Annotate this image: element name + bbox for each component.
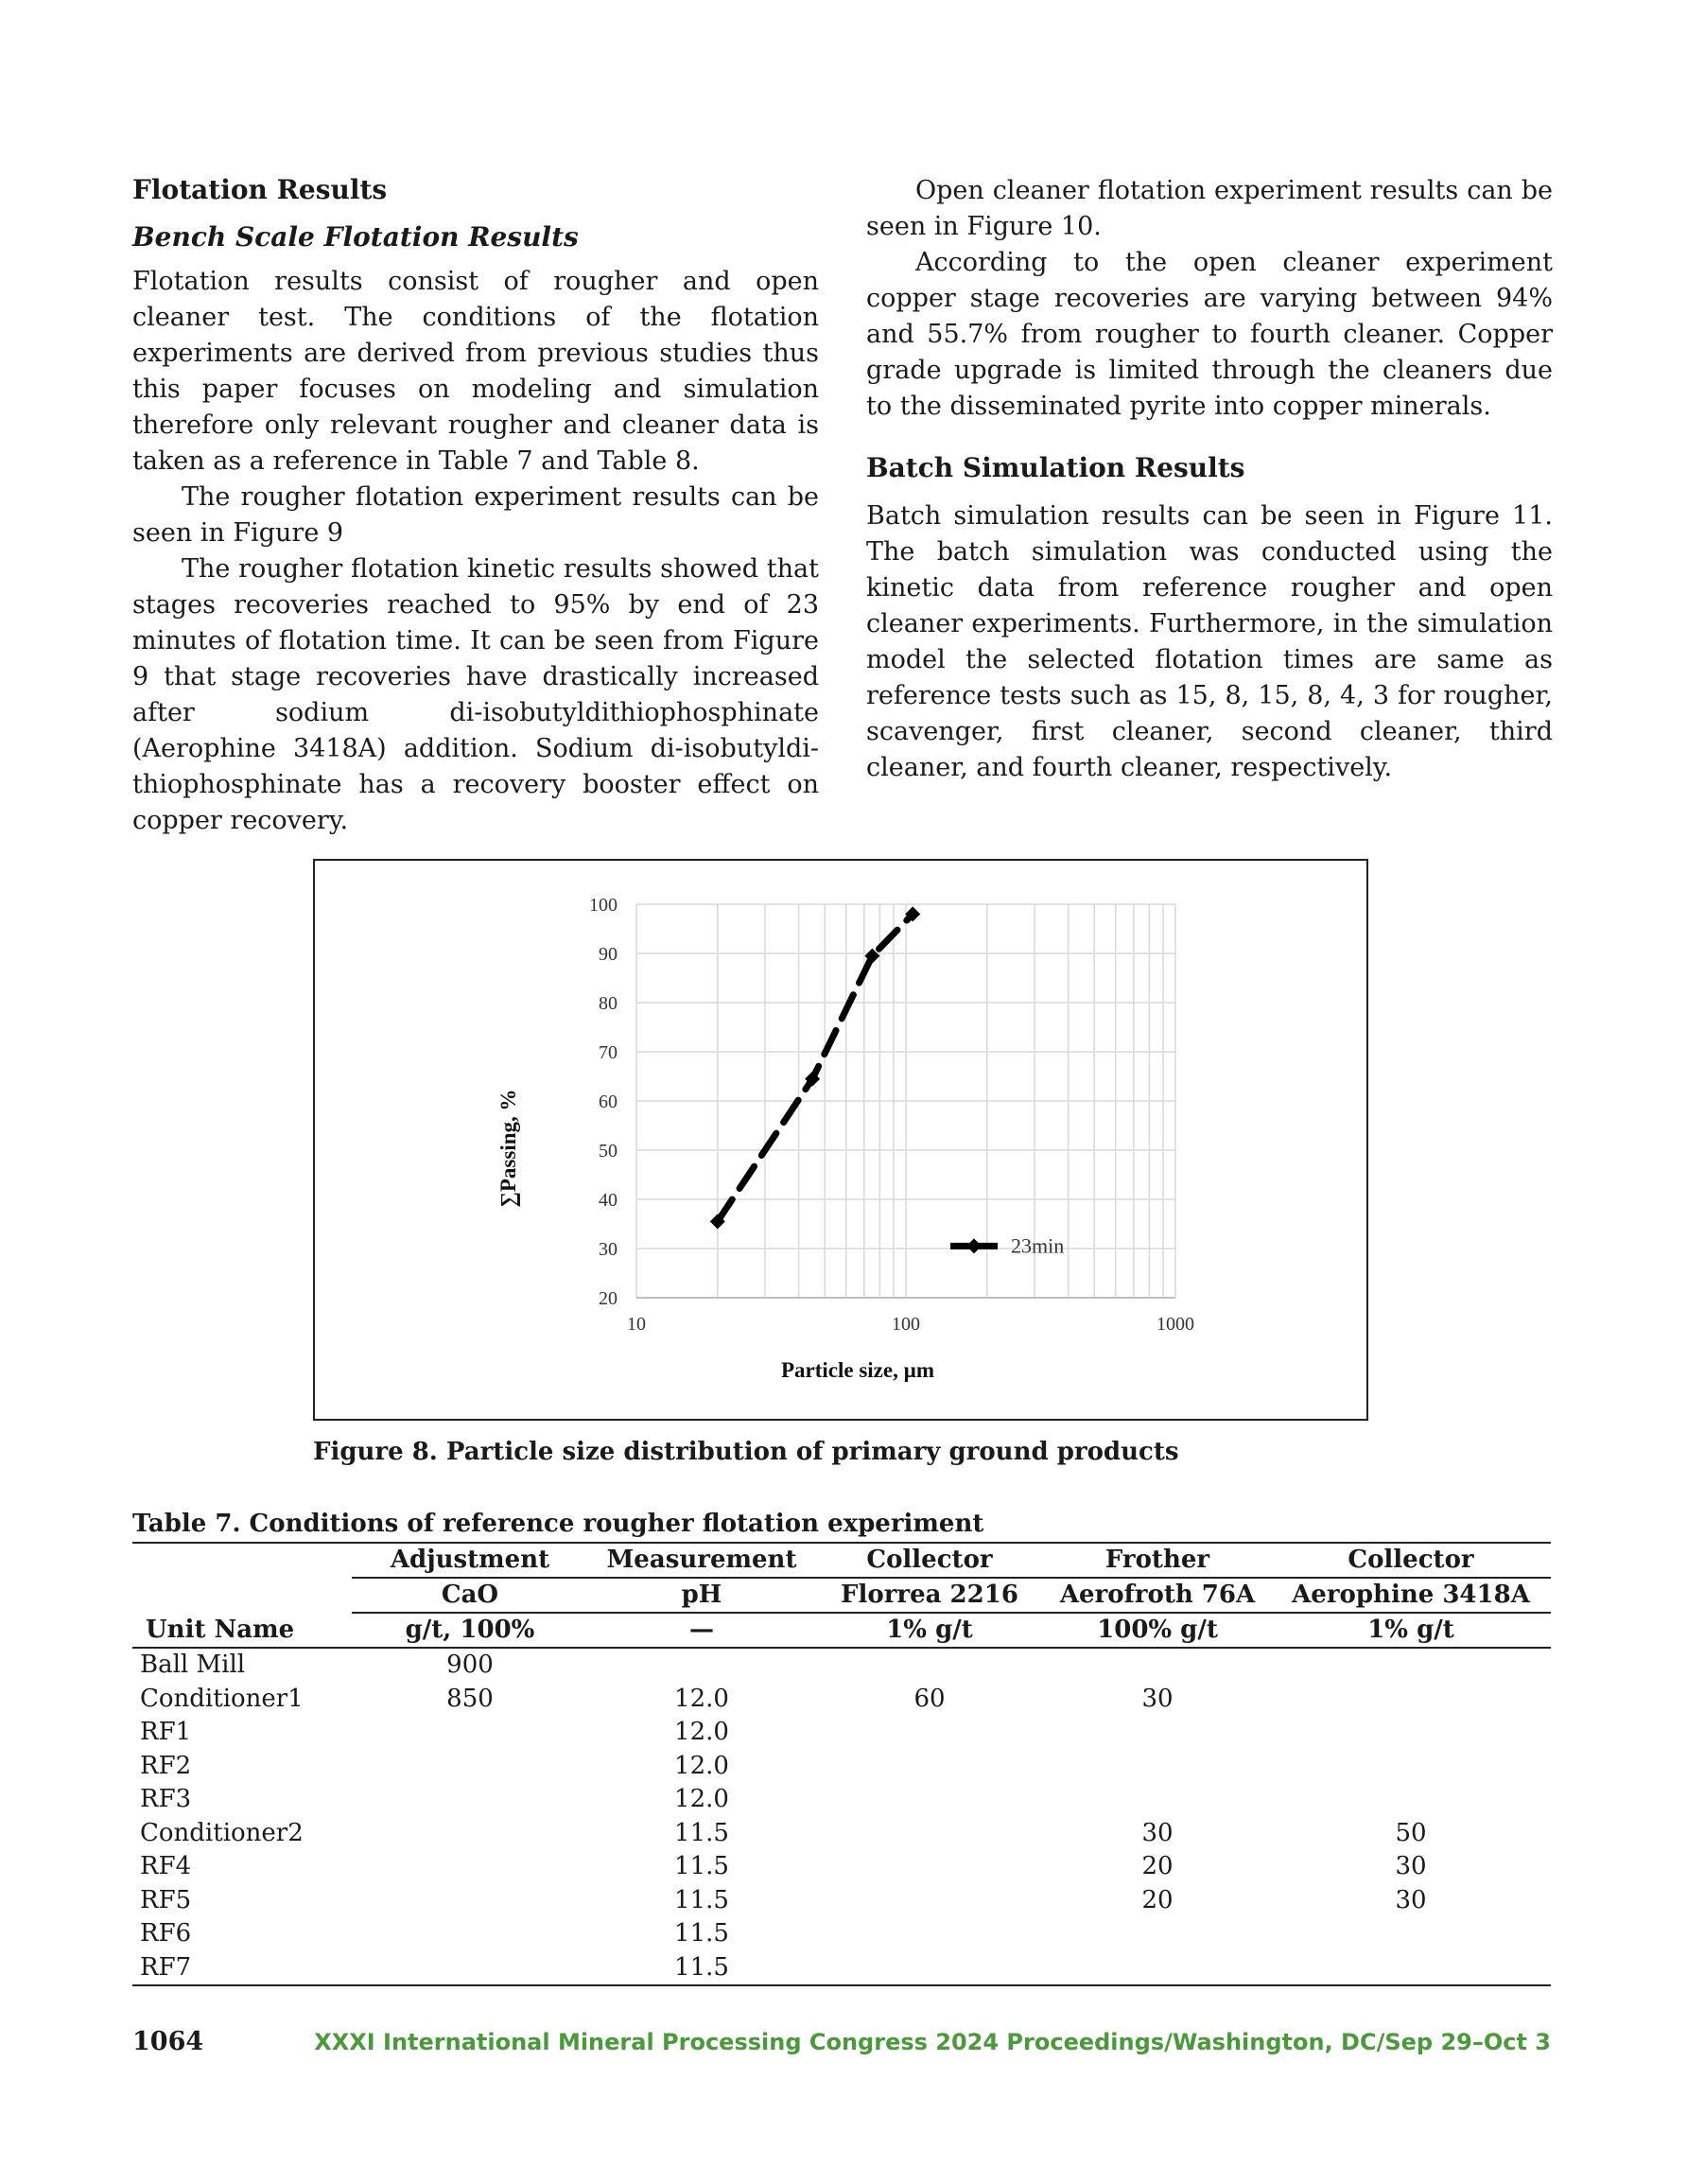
- table-cell: [1044, 1783, 1271, 1817]
- column-header: 1% g/t: [815, 1613, 1044, 1648]
- table-cell: [1271, 1783, 1551, 1817]
- paragraph: The rougher flotation experiment results can be seen in Figure 9: [132, 482, 819, 548]
- column-header: Unit Name: [132, 1613, 352, 1648]
- subsection-heading-bench-scale: Bench Scale Flotation Results: [132, 221, 579, 253]
- legend-marker: [966, 1238, 982, 1253]
- x-axis-label: Particle size, µm: [780, 1358, 935, 1382]
- table-cell: [1044, 1716, 1271, 1750]
- x-tick-label: 100: [892, 1314, 920, 1335]
- legend-label: 23min: [1011, 1233, 1065, 1258]
- y-axis-label: ∑Passing, %: [496, 1089, 520, 1208]
- table-row: [132, 1917, 1551, 1951]
- table-cell: 30: [1395, 1852, 1427, 1880]
- table-cell: 11.5: [674, 1919, 729, 1948]
- row-unit-name: RF6: [140, 1919, 192, 1948]
- table-cell: [352, 1951, 588, 1986]
- table-row: [132, 1817, 1551, 1851]
- conditions-table: [132, 1542, 1551, 1986]
- table-cell: [815, 1850, 1044, 1884]
- y-tick-label: 20: [599, 1288, 617, 1309]
- paragraph: Open cleaner flotation experiment results can be seen in Figure 10.: [866, 176, 1553, 241]
- table-cell: [352, 1850, 588, 1884]
- table-cell: 12.0: [674, 1684, 729, 1713]
- series-line: [718, 914, 913, 1221]
- table-cell: [1271, 1648, 1551, 1683]
- table-cell: [815, 1917, 1044, 1951]
- row-unit-name: RF1: [140, 1718, 192, 1746]
- right-column: [866, 173, 1553, 786]
- table-cell: 20: [1141, 1852, 1174, 1880]
- figure-caption: Figure 8. Particle size distribution of primary ground products: [313, 1438, 1179, 1466]
- row-unit-name: RF3: [140, 1785, 192, 1813]
- row-unit-name: Conditioner1: [140, 1684, 304, 1713]
- table-cell: [815, 1648, 1044, 1683]
- table-cell: [352, 1716, 588, 1750]
- particle-size-chart: [315, 861, 1366, 1419]
- paragraph: The rougher flotation kinetic results showed that stages recoveries reached to 95% by end of 23 minutes of flotation time. It can be seen from Figure 9 that stage recoveries have drastically increased after sodium di-isobutyldithiophosphinate (Aerophine 3418A) addition. Sodium di-isobutyldithiophosphinate has a recovery booster effect on copper recovery.: [132, 554, 819, 835]
- x-tick-label: 10: [627, 1314, 646, 1335]
- paragraph: Flotation results consist of rougher and open cleaner test. The conditions of the flotation experiments are derived from previous studies thus this paper focuses on modeling and simulation therefore only relevant rougher and cleaner data is taken as a reference in Table 7 and Table 8.: [132, 267, 819, 476]
- y-tick-label: 60: [599, 1092, 617, 1112]
- column-header: Collector: [815, 1543, 1044, 1578]
- table-cell: [1271, 1683, 1551, 1717]
- table-cell: 12.0: [674, 1785, 729, 1813]
- y-tick-label: 90: [599, 944, 617, 965]
- paragraph: According to the open cleaner experiment copper stage recoveries are varying between 94% and 55.7% from rougher to fourth cleaner. Copper grade upgrade is limited through the cleaners due to the disseminated pyrite into copper minerals.: [866, 248, 1553, 421]
- table-cell: [1044, 1951, 1271, 1986]
- table-cell: [588, 1648, 815, 1683]
- column-header: CaO: [352, 1578, 588, 1613]
- table-cell: [815, 1951, 1044, 1986]
- table-header-row: [132, 1613, 1551, 1648]
- figure-frame: [313, 859, 1368, 1421]
- table-cell: 900: [446, 1651, 494, 1679]
- table-cell: [1271, 1716, 1551, 1750]
- table-cell: 11.5: [674, 1885, 729, 1914]
- table-cell: [352, 1750, 588, 1784]
- y-tick-label: 40: [599, 1190, 617, 1211]
- row-unit-name: Conditioner2: [140, 1818, 304, 1847]
- table-cell: [815, 1783, 1044, 1817]
- table-header-row: [132, 1578, 1551, 1613]
- column-header: —: [588, 1613, 815, 1648]
- y-tick-label: 70: [599, 1042, 617, 1063]
- row-unit-name: RF4: [140, 1852, 192, 1880]
- row-unit-name: RF5: [140, 1885, 192, 1914]
- table-cell: 850: [446, 1684, 494, 1713]
- column-header: Adjustment: [352, 1543, 588, 1578]
- table-cell: [815, 1750, 1044, 1784]
- table-cell: [815, 1716, 1044, 1750]
- row-unit-name: Ball Mill: [140, 1651, 246, 1679]
- row-unit-name: RF7: [140, 1952, 192, 1982]
- paragraph: Batch simulation results can be seen in Figure 11. The batch simulation was conducted using the kinetic data from reference rougher and open cleaner experiments. Furthermore, in the simulation model the selected flotation times are same as reference tests such as 15, 8, 15, 8, 4, 3 for rougher, scavenger, first cleaner, second cleaner, third cleaner, and fourth cleaner, respectively.: [866, 501, 1553, 782]
- section-heading-flotation-results: Flotation Results: [132, 174, 388, 205]
- table-row: [132, 1716, 1551, 1750]
- section-heading-batch-simulation: Batch Simulation Results: [866, 452, 1245, 483]
- column-header: Collector: [1271, 1543, 1551, 1578]
- row-unit-name: RF2: [140, 1751, 192, 1780]
- y-tick-label: 100: [589, 895, 617, 916]
- x-tick-label: 1000: [1157, 1314, 1194, 1335]
- table-cell: [1271, 1951, 1551, 1986]
- column-header: Measurement: [588, 1543, 815, 1578]
- table-cell: 11.5: [674, 1852, 729, 1880]
- table-cell: [352, 1783, 588, 1817]
- table-row: [132, 1951, 1551, 1986]
- table-cell: [352, 1917, 588, 1951]
- table-cell: 12.0: [674, 1718, 729, 1746]
- page-number: 1064: [132, 2027, 204, 2056]
- left-column: [132, 173, 819, 839]
- column-header: Aerofroth 76A: [1044, 1578, 1271, 1613]
- y-tick-label: 50: [599, 1141, 617, 1162]
- table-cell: [1044, 1648, 1271, 1683]
- table-cell: 60: [913, 1684, 946, 1713]
- column-header: Frother: [1044, 1543, 1271, 1578]
- table-row: [132, 1850, 1551, 1884]
- table-cell: 11.5: [674, 1818, 729, 1847]
- table-caption: Table 7. Conditions of reference rougher flotation experiment: [132, 1510, 984, 1538]
- table-row: [132, 1683, 1551, 1717]
- table-row: [132, 1648, 1551, 1683]
- table-row: [132, 1884, 1551, 1918]
- table-header-row: [132, 1543, 1551, 1578]
- table-cell: 12.0: [674, 1751, 729, 1780]
- column-header: 100% g/t: [1044, 1613, 1271, 1648]
- table-cell: 50: [1395, 1818, 1427, 1847]
- table-cell: [352, 1884, 588, 1918]
- table-cell: 11.5: [674, 1952, 729, 1982]
- table-cell: 30: [1141, 1684, 1174, 1713]
- column-header: pH: [588, 1578, 815, 1613]
- column-header: Aerophine 3418A: [1271, 1578, 1551, 1613]
- table-row: [132, 1783, 1551, 1817]
- table-cell: [1271, 1917, 1551, 1951]
- y-tick-label: 80: [599, 993, 617, 1014]
- table-cell: 30: [1395, 1885, 1427, 1914]
- column-header: Florrea 2216: [815, 1578, 1044, 1613]
- table-cell: 30: [1141, 1818, 1174, 1847]
- column-header: 1% g/t: [1271, 1613, 1551, 1648]
- table-cell: [815, 1884, 1044, 1918]
- table-cell: [815, 1817, 1044, 1851]
- table-cell: [1044, 1917, 1271, 1951]
- table-cell: [1271, 1750, 1551, 1784]
- column-header: g/t, 100%: [352, 1613, 588, 1648]
- table-cell: 20: [1141, 1885, 1174, 1914]
- table-cell: [1044, 1750, 1271, 1784]
- table-cell: [352, 1817, 588, 1851]
- table-row: [132, 1750, 1551, 1784]
- footer-title: XXXI International Mineral Processing Congress 2024 Proceedings/Washington, DC/Sep 29–Oct 3: [314, 2029, 1551, 2055]
- y-tick-label: 30: [599, 1239, 617, 1260]
